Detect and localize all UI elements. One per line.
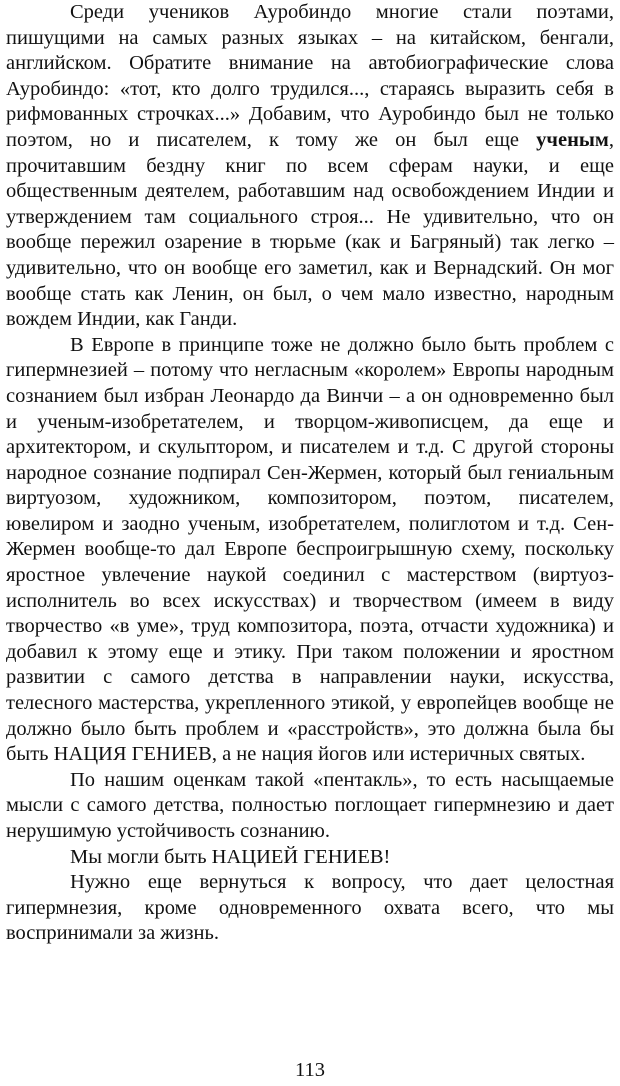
- paragraph-3-text: По нашим оценкам такой «пентакль», то есть насыщаемые мысли с самого детства, полностью поглощает гипермнезию и дает нерушимую устойчивость сознанию.: [6, 768, 614, 842]
- paragraph-1-text-a: Среди учеников Ауробиндо многие стали поэтами, пишущими на самых разных языках – на китайском, бенгали, английском. Обратите внимание на автобиографические слова Ауробиндо: «тот, кто долго трудился..., стараясь выразить себя в рифмованных строчках...» Добавим, что Ауробиндо был не только поэтом, но и писателем, к тому же он был еще: [6, 1, 614, 151]
- paragraph-3: [6, 768, 614, 845]
- paragraph-5: [6, 870, 614, 947]
- paragraph-2: [6, 333, 614, 768]
- paragraph-4: [6, 845, 614, 871]
- paragraph-1: [6, 0, 614, 333]
- paragraph-2-text: В Европе в принципе тоже не должно было быть проблем с гипермнезией – потому что негласным «королем» Европы народным сознанием был избран Леонардо да Винчи – а он одновременно был и ученым-изобретателем, и творцом-живописцем, да еще и архитектором, и скульптором, и писателем и т.д. С другой стороны народное сознание подпирал Сен-Жермен, который был гениальным виртуозом, художником, композитором, поэтом, писателем, ювелиром и заодно ученым, изобретателем, полиглотом и т.д. Сен-Жермен вообще-то дал Европе беспроигрышную схему, поскольку яростное увлечение наукой соединил с мастерством (виртуоз-исполнитель во всех искусствах) и творчеством (имеем в виду творчество «в уме», труд композитора, поэта, отчасти художника) и добавил к этому еще и этику. При таком положении и яростном развитии с самого детства в направлении науки, искусства, телесного мастерства, укрепленного этикой, у европейцев вообще не должно было быть проблем и «расстройств», это должна была бы быть НАЦИЯ ГЕНИЕВ, а не нация йогов или истеричных святых.: [6, 333, 614, 766]
- paragraph-4-text: Мы могли быть НАЦИЕЙ ГЕНИЕВ!: [70, 845, 391, 868]
- page-body: [6, 0, 614, 947]
- paragraph-1-bold-word: ученым: [536, 128, 609, 151]
- paragraph-5-text: Нужно еще вернуться к вопросу, что дает целостная гипермнезия, кроме одновременного охвата всего, что мы воспринимали за жизнь.: [6, 871, 614, 945]
- page-number: 113: [295, 1059, 325, 1081]
- paragraph-1-text-b: , прочитавшим бездну книг по всем сферам науки, и еще общественным деятелем, работавшим над освобождением Индии и утверждением там социального строя... Не удивительно, что он вообще пережил озарение в тюрьме (как и Багряный) так легко – удивительно, что он вообще его заметил, как и Вернадский. Он мог вообще стать как Ленин, он был, о чем мало известно, народным вождем Индии, как Ганди.: [6, 128, 614, 331]
